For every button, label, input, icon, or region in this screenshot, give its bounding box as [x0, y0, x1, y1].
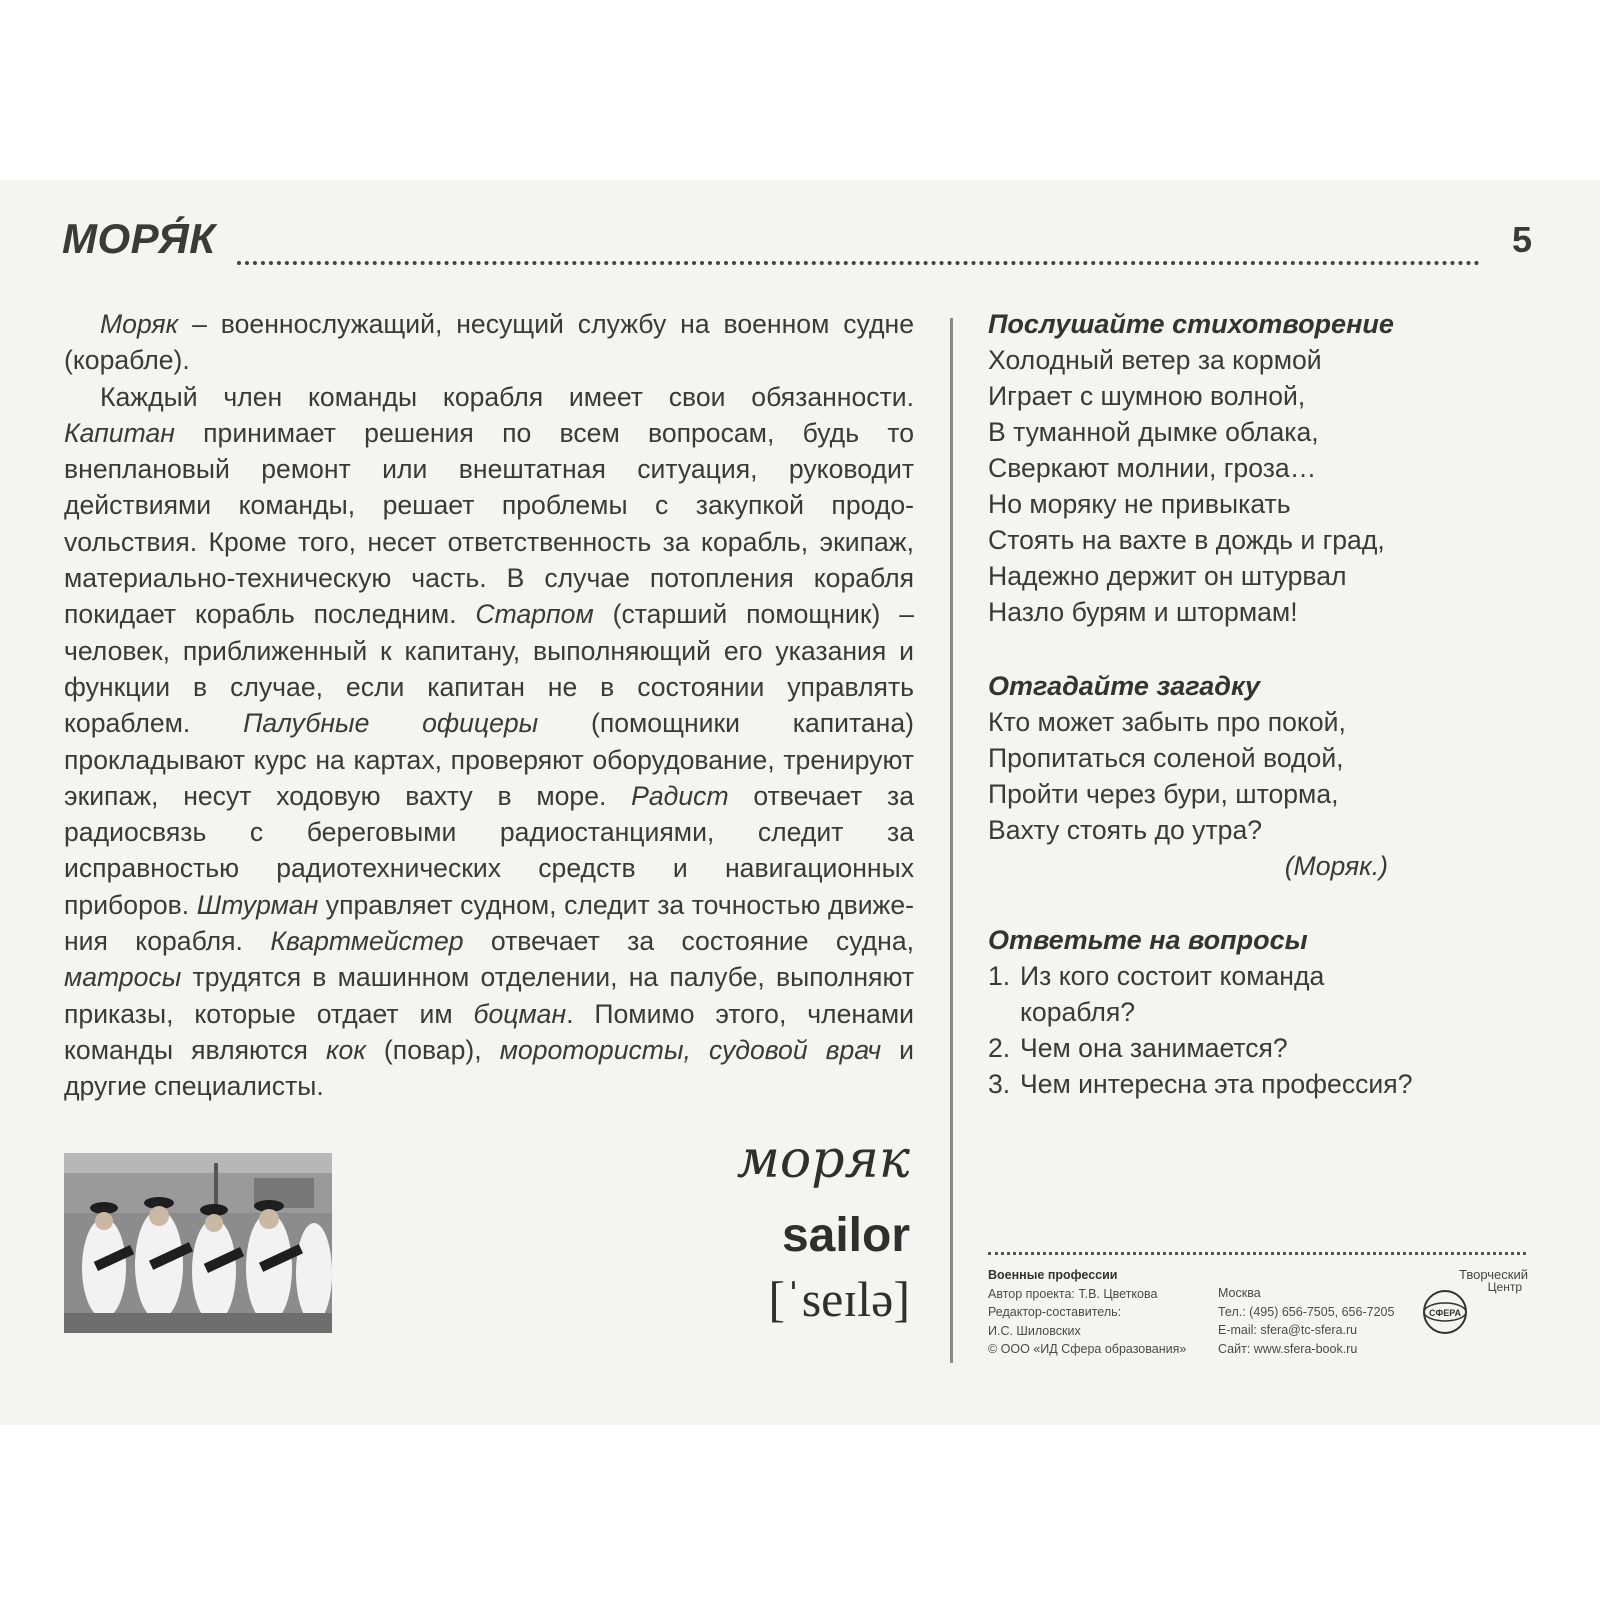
footer-email: E-mail: sfera@tc-sfera.ru	[1218, 1323, 1358, 1337]
text-run: отвечает за радиосвязь с береговыми радиостанциями, следит за исправностью радиотехнических средств и навигационных приборов.	[64, 780, 914, 920]
sailors-photo	[64, 1153, 332, 1333]
footer-contacts	[1218, 1284, 1394, 1358]
question-number: 3.	[988, 1069, 1011, 1099]
text-run: (повар),	[365, 1034, 500, 1065]
text-run: управляет судном, следит за точностью движения корабля.	[64, 889, 914, 957]
poem-line: Холодный ветер за кормой	[988, 345, 1322, 375]
text-run: (помощники капитана) прокладывают курс на картах, проверяют оборудование, тренируют экипаж, несут ходовую вахту в море.	[64, 708, 915, 811]
article-text	[64, 306, 914, 1105]
question-number: 1.	[988, 961, 1011, 991]
italic-term: моротористы, судовой врач	[499, 1034, 882, 1065]
poem-line: В туманной дымке облака,	[988, 417, 1319, 447]
transcription: [ˈseɪlə]	[768, 1271, 910, 1327]
article-paragraph-1	[64, 306, 914, 379]
logo-mark: СФЕРА	[1429, 1308, 1461, 1318]
footer-credits	[988, 1266, 1186, 1359]
question-text: Чем интересна эта профессия?	[1020, 1069, 1413, 1099]
italic-term: Старпом	[475, 599, 594, 630]
poem-line: Но моряку не привыкать	[988, 489, 1291, 519]
italic-term: матросы	[64, 962, 182, 993]
right-column	[988, 306, 1548, 1102]
italic-term: Капитан	[64, 417, 175, 448]
text-run: принимает решения по всем вопросам, будь то внеплановый ремонт или внештатная ситуация, руководит действиями команды, решает проблемы с закупкой продоvольствия. Кроме того, несет ответственность за корабль, экипаж, материально-техническую часть. В случае потопления корабля покидает корабль последним.	[64, 417, 914, 630]
poem-line: Сверкают молнии, гроза…	[988, 453, 1317, 483]
header-dotted-leader	[237, 261, 1480, 265]
question-text: Из кого состоит команда корабля?	[1020, 961, 1325, 1027]
footer-copyright: © ООО «ИД Сфера образования»	[988, 1342, 1187, 1356]
footer-site: Сайт: www.sfera-book.ru	[1218, 1341, 1358, 1356]
poem-heading: Послушайте стихотворение	[988, 309, 1394, 339]
poem-line: Назло бурям и штормам!	[988, 597, 1298, 627]
footer-city: Москва	[1218, 1286, 1261, 1300]
footer-series: Военные профессии	[988, 1268, 1118, 1282]
question-item	[988, 1066, 1548, 1102]
question-number: 2.	[988, 1033, 1011, 1063]
italic-term: Моряк	[100, 309, 179, 339]
questions-heading: Ответьте на вопросы	[988, 925, 1308, 955]
riddle-heading: Отгадайте загадку	[988, 671, 1261, 701]
text-run: и другие специалисты.	[64, 1034, 915, 1102]
italic-term: Квартмейстер	[270, 926, 464, 957]
question-text: Чем она занимается?	[1020, 1033, 1288, 1063]
poem-line: Стоять на вахте в дождь и град,	[988, 525, 1385, 555]
poem-line: Надежно держит он штурвал	[988, 561, 1347, 591]
text-run: трудятся в машинном отделении, на палубе, выполняют приказы, которые отдает им	[64, 962, 914, 1029]
footer-dotted-line	[988, 1252, 1526, 1255]
italic-term: кок	[325, 1034, 366, 1065]
footer-editor: И.С. Шиловских	[988, 1323, 1081, 1338]
handwritten-word: моряк	[736, 1130, 910, 1190]
english-word: sailor	[781, 1209, 910, 1262]
riddle-line: Вахту стоять до утра?	[988, 815, 1263, 845]
riddle-line: Пропитаться соленой водой,	[988, 743, 1344, 773]
page-header	[62, 215, 1532, 285]
italic-term: боцман	[473, 998, 567, 1029]
text-run: . Помимо этого, членами команды являются	[64, 998, 914, 1065]
text-run: Каждый член команды корабля имеет свои обязанности.	[100, 381, 914, 412]
question-item	[988, 1030, 1548, 1066]
footer-phone: Тел.: (495) 656-7505, 656-7205	[1218, 1304, 1395, 1319]
footer-author: Автор проекта: Т.В. Цветкова	[988, 1286, 1158, 1301]
page-title: МОРЯ́К	[62, 215, 216, 262]
riddle-answer: (Моряк.)	[1284, 851, 1388, 881]
column-divider	[950, 318, 953, 1363]
riddle	[988, 704, 1548, 884]
italic-term: Палубные офицеры	[243, 708, 539, 739]
poem	[988, 342, 1548, 630]
page-number: 5	[1511, 219, 1532, 260]
publisher-logo	[1418, 1266, 1530, 1336]
italic-term: Штурман	[196, 889, 319, 920]
riddle-line: Кто может забыть про покой,	[988, 707, 1346, 737]
italic-term: Радист	[631, 780, 729, 811]
questions-list	[988, 958, 1548, 1102]
question-item	[988, 958, 1548, 1030]
footer-editor-label: Редактор-составитель:	[988, 1305, 1122, 1319]
text-run: (старший помощник) – человек, приближенный к капитану, выполняющий его указания и функции в случае, если капитан не в состоянии управлять кораблем.	[64, 599, 914, 739]
article-paragraph-2	[64, 379, 914, 1105]
logo-line2: Центр	[1487, 1280, 1522, 1294]
logo-line1: Творческий	[1458, 1267, 1528, 1282]
riddle-line: Пройти через бури, шторма,	[988, 779, 1339, 809]
text-run: отвечает за состояние судна,	[463, 926, 914, 957]
poem-line: Играет с шумною волной,	[988, 381, 1306, 411]
text-run: – военнослужащий, несущий службу на военном судне (корабле).	[64, 309, 914, 376]
